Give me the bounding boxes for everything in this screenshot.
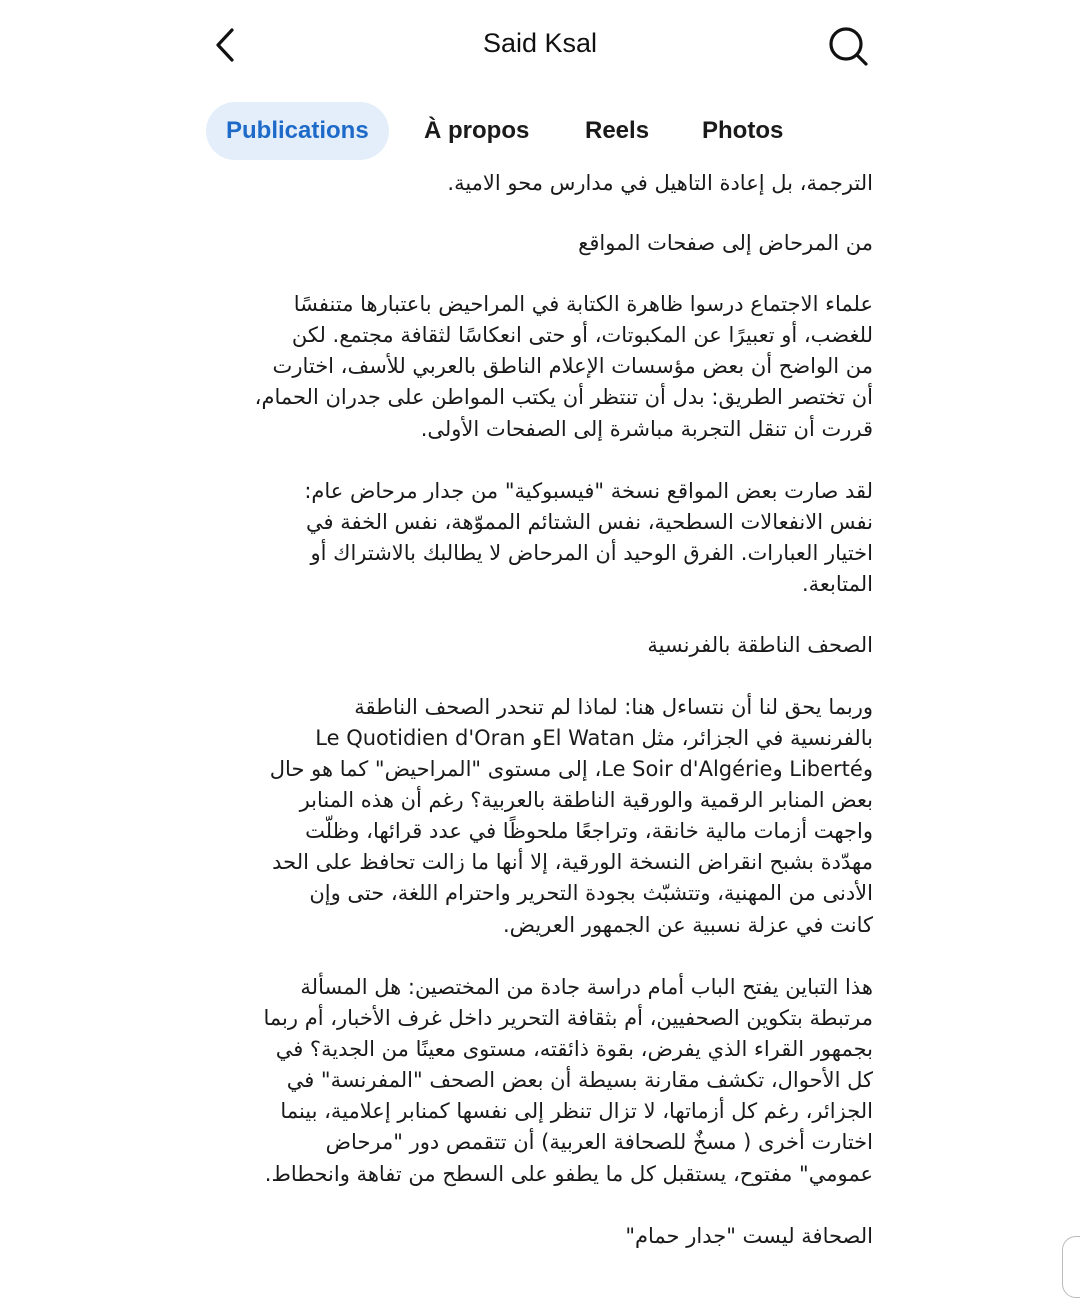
post-text-line: بالفرنسية في الجزائر، مثل El Watanو Le Quotidien d'Oran bbox=[315, 726, 873, 750]
post-text-line: للغضب، أو تعبيرًا عن المكبوتات، أو حتى انعكاسًا لثقافة مجتمع. لكن bbox=[291, 323, 873, 347]
post-text-line: علماء الاجتماع درسوا ظاهرة الكتابة في المراحيض باعتبارها متنفسًا bbox=[293, 292, 873, 316]
tab-reels[interactable]: Reels bbox=[585, 117, 650, 144]
search-button[interactable] bbox=[826, 24, 870, 68]
post-text-line: الصحف الناطقة بالفرنسية bbox=[647, 633, 873, 657]
post-text-line: هذا التباين يفتح الباب أمام دراسة جادة من المختصين: هل المسألة bbox=[300, 975, 873, 999]
post-text-line: أن تختصر الطريق: بدل أن تنتظر أن يكتب المواطن على جدران الحمام، bbox=[254, 385, 873, 409]
post-text-line: اختيار العبارات. الفرق الوحيد أن المرحاض لا يطالبك بالاشتراك أو bbox=[310, 541, 873, 565]
tab-a-propos[interactable]: À propos bbox=[424, 117, 530, 144]
post-text-line: اختارت أخرى ( مسخٌ للصحافة العربية) أن تتقمص دور "مرحاض bbox=[325, 1130, 873, 1154]
search-icon bbox=[826, 24, 870, 68]
post-text-line: من المرحاض إلى صفحات المواقع bbox=[578, 231, 873, 255]
post-text-line: مهدّدة بشبح انقراض النسخة الورقية، إلا أنها ما زالت تحافظ على الحد bbox=[272, 850, 873, 874]
post-text-line: وLiberté وLe Soir d'Algérie، إلى مستوى "المراحيض" كما هو حال bbox=[269, 757, 873, 781]
post-text-line: مرتبطة بتكوين الصحفيين، أم بثقافة التحرير داخل غرف الأخبار، أم ربما bbox=[263, 1006, 873, 1030]
post-text-line: عمومي" مفتوح، يستقبل كل ما يطفو على السطح من تفاهة وانحطاط. bbox=[264, 1162, 873, 1186]
post-text-line: لقد صارت بعض المواقع نسخة "فيسبوكية" من جدار مرحاض عام: bbox=[304, 479, 873, 503]
tab-publications[interactable]: Publications bbox=[206, 102, 389, 160]
post-text-line: كانت في عزلة نسبية عن الجمهور العريض. bbox=[502, 913, 873, 937]
scroll-handle[interactable] bbox=[1062, 1236, 1080, 1298]
post-text-line: قررت أن تنقل التجربة مباشرة إلى الصفحات الأولى. bbox=[420, 417, 873, 441]
post-text-line: من الواضح أن بعض مؤسسات الإعلام الناطق بالعربي للأسف، اختارت bbox=[272, 354, 873, 378]
post-text-line: الترجمة، بل إعادة التاهيل في مدارس محو الامية. bbox=[447, 171, 873, 195]
post-text-line: المتابعة. bbox=[801, 572, 873, 596]
tab-photos[interactable]: Photos bbox=[702, 117, 784, 144]
post-text-line: كل الأحوال، تكشف مقارنة بسيطة أن بعض الصحف "المفرنسة" في bbox=[286, 1068, 873, 1092]
post-text-line: وربما يحق لنا أن نتساءل هنا: لماذا لم تنحدر الصحف الناطقة bbox=[354, 695, 873, 719]
post-text-line: الأدنى من المهنية، وتتشبّث بجودة التحرير واحترام اللغة، حتى وإن bbox=[309, 881, 873, 905]
page-title: Said Ksal bbox=[482, 28, 598, 58]
post-text-line: الجزائر، رغم كل أزماتها، لا تزال تنظر إلى نفسها كمنابر إعلامية، بينما bbox=[280, 1099, 873, 1123]
post-text-line: نفس الانفعالات السطحية، نفس الشتائم المموّهة، نفس الخفة في bbox=[305, 510, 873, 534]
post-text-line: بجمهور القراء الذي يفرض، بقوة ذائقته، مستوى معينًا من الجدية؟ في bbox=[275, 1037, 873, 1061]
post-text-line: الصحافة ليست "جدار حمام" bbox=[625, 1224, 873, 1248]
post-text-line: بعض المنابر الرقمية والورقية الناطقة بالعربية؟ رغم أن هذه المنابر bbox=[299, 788, 873, 812]
post-text-line: واجهت أزمات مالية خانقة، وتراجعًا ملحوظًا في عدد قرائها، وظلّت bbox=[305, 819, 873, 843]
